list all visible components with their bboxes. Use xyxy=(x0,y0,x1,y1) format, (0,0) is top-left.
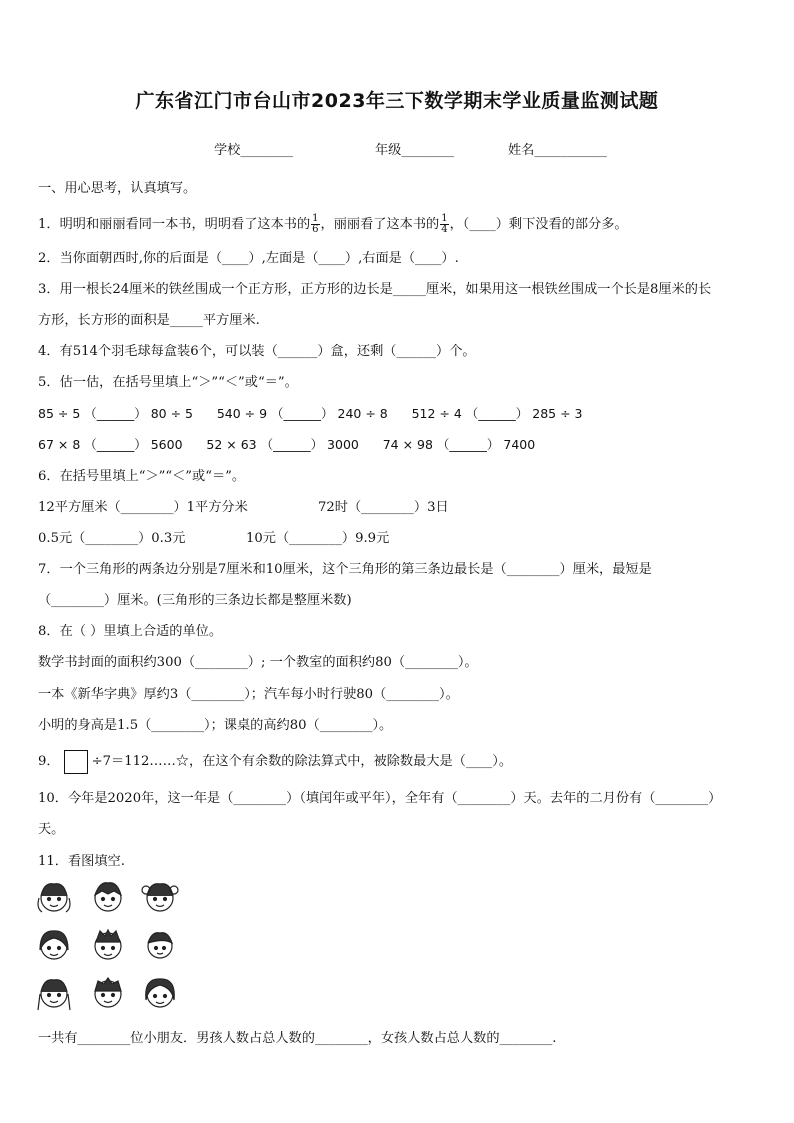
question-6-row-2a: 0.5元（________）0.3元 xyxy=(38,531,186,546)
grade-field: 年级________ xyxy=(375,143,455,158)
name-field: 姓名___________ xyxy=(508,143,607,158)
boy-face-icon xyxy=(95,930,121,959)
question-8-line-3: 小明的身高是1.5（________）；课桌的高约80（________）。 xyxy=(38,718,393,733)
girl-face-icon xyxy=(38,980,70,1010)
blank-box xyxy=(64,750,88,774)
question-4: 4．有514个羽毛球每盒装6个，可以装（______）盒，还剩（______）个。 xyxy=(38,344,476,359)
fraction-one-fourth: $\frac{1}{4}$ xyxy=(441,213,448,235)
school-field: 学校________ xyxy=(214,143,294,158)
question-10-line-2: 天。 xyxy=(38,822,65,837)
question-10-line-1: 10．今年是2020年，这一年是（________）（填闰年或平年），全年有（________）天。去年的二月份有（________） xyxy=(38,791,722,806)
question-5-row-1: 85 ÷ 5 （______） 80 ÷ 5 540 ÷ 9 （______） 240 ÷ 8 512 ÷ 4 （______） 285 ÷ 3 xyxy=(38,406,583,421)
question-6-heading: 6．在括号里填上“＞”“＜”或“＝”。 xyxy=(38,469,246,484)
question-7-line-1: 7．一个三角形的两条边分别是7厘米和10厘米，这个三角形的第三条边最长是（________）厘米，最短是 xyxy=(38,562,652,577)
question-1 xyxy=(38,212,628,238)
question-8-line-2: 一本《新华字典》厚约3（________）；汽车每小时行驶80（________）。 xyxy=(38,687,459,702)
boy-face-icon xyxy=(95,883,121,911)
question-6-row-1a: 12平方厘米（________）1平方分米 xyxy=(38,500,248,515)
q9-number: 9． xyxy=(38,754,60,769)
question-11-answer-line: 一共有________位小朋友．男孩人数占总人数的________，女孩人数占总人数的________. xyxy=(38,1031,557,1046)
boy-face-icon xyxy=(95,978,121,1007)
girl-face-icon xyxy=(38,884,70,912)
q9-text: ÷7＝112……☆，在这个有余数的除法算式中，被除数最大是（____）。 xyxy=(91,754,513,769)
question-7-line-2: （________）厘米。(三角形的三条边长都是整厘米数) xyxy=(38,593,352,608)
girl-face-icon xyxy=(142,884,178,911)
girl-face-icon xyxy=(40,931,68,959)
question-11-heading: 11．看图填空. xyxy=(38,854,125,869)
question-5-row-2: 67 × 8 （______） 5600 52 × 63 （______） 3000 74 × 98 （______） 7400 xyxy=(38,437,536,452)
q1-text-b: ，丽丽看了这本书的 xyxy=(320,217,440,232)
boy-face-icon xyxy=(148,933,172,958)
girl-face-icon xyxy=(146,979,174,1007)
question-3-line-2: 方形，长方形的面积是_____平方厘米. xyxy=(38,313,260,328)
question-5-heading: 5．估一估，在括号里填上“＞”“＜”或“＝”。 xyxy=(38,375,298,390)
fraction-one-sixth: $\frac{1}{6}$ xyxy=(312,213,319,235)
question-6-row-1b: 72时（________）3日 xyxy=(318,500,449,515)
q1-text-a: 1．明明和丽丽看同一本书，明明看了这本书的 xyxy=(38,217,311,232)
question-3-line-1: 3．用一根长24厘米的铁丝围成一个正方形，正方形的边长是_____厘米，如果用这一根铁丝围成一个长是8厘米的长 xyxy=(38,282,712,297)
question-8-heading: 8．在（ ）里填上合适的单位。 xyxy=(38,624,223,639)
question-6-row-2b: 10元（________）9.9元 xyxy=(246,531,390,546)
question-9 xyxy=(38,748,512,776)
q1-text-c: ，（____）剩下没看的部分多。 xyxy=(449,217,628,232)
question-2: 2．当你面朝西时,你的后面是（____）,左面是（____）,右面是（____）. xyxy=(38,251,459,266)
question-8-line-1: 数学书封面的面积约300（________）; 一个教室的面积约80（________）。 xyxy=(38,655,478,670)
section-heading: 一、用心思考，认真填写。 xyxy=(38,181,197,196)
children-faces-illustration xyxy=(36,880,186,1020)
page-title: 广东省江门市台山市2023年三下数学期末学业质量监测试题 xyxy=(135,90,659,112)
